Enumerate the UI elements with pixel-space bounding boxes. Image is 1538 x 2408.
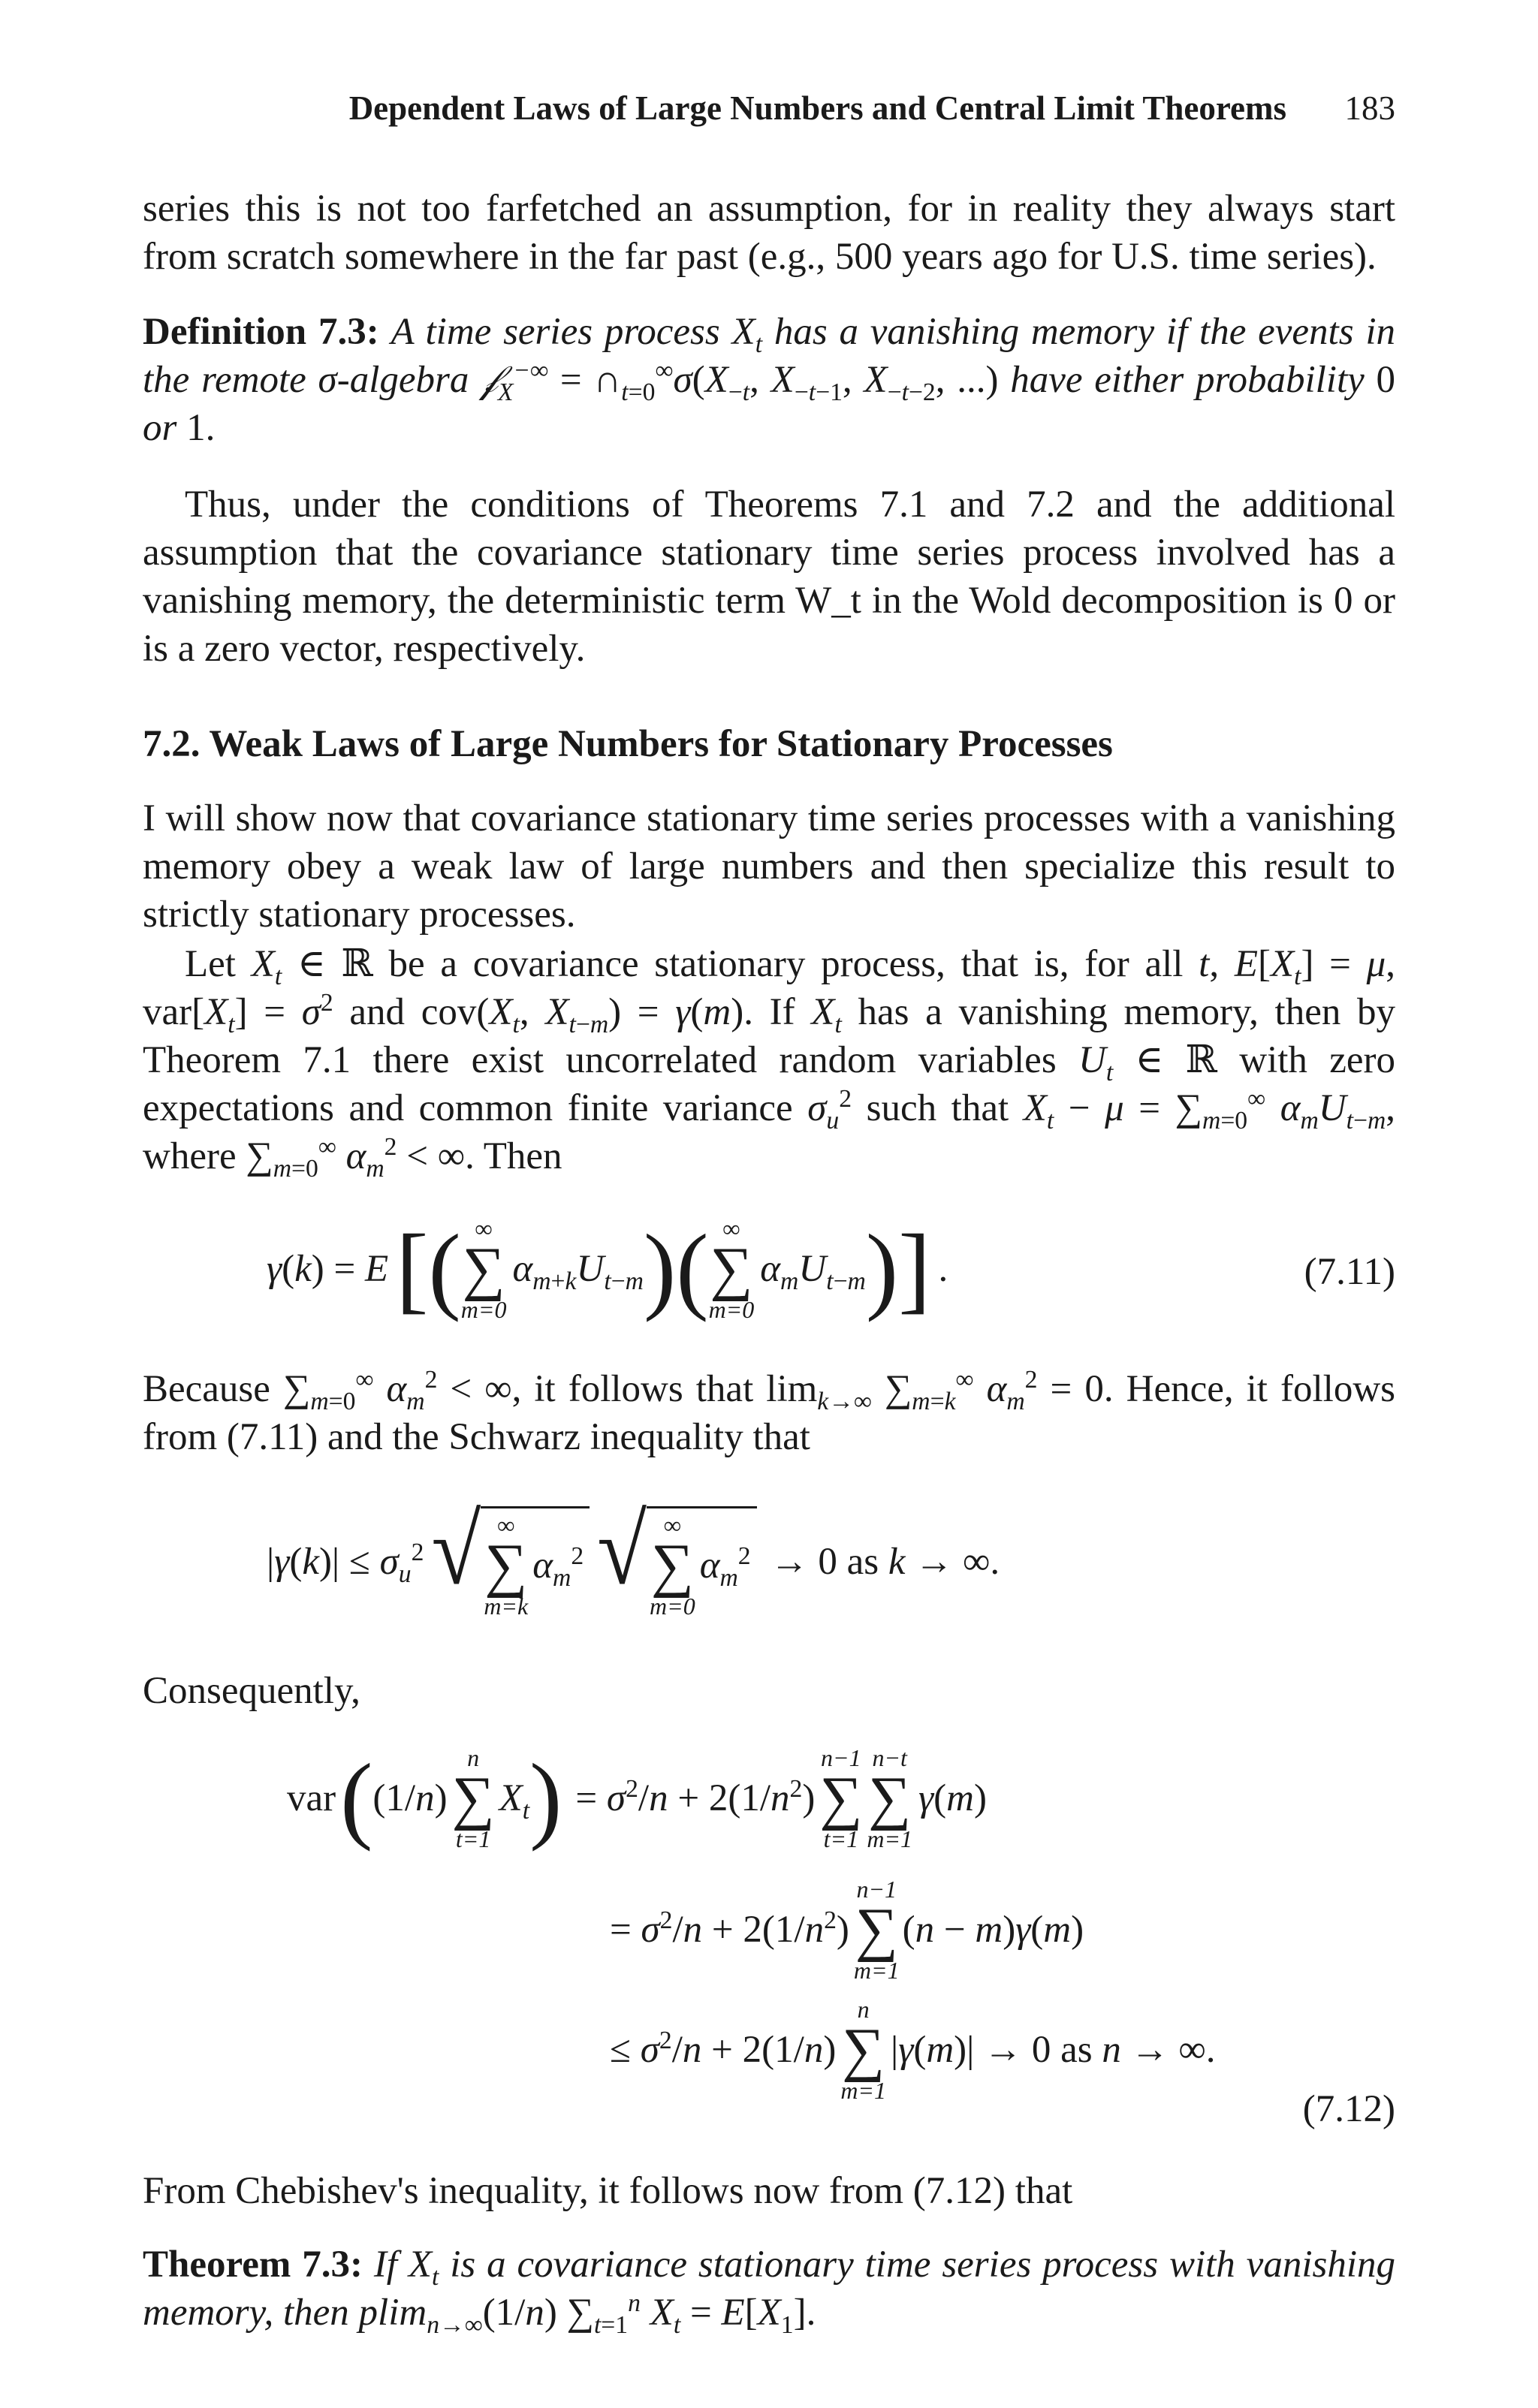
equation-schwarz-bound: $|\gamma(k)| \le \sigma_u^2$ √ ∞ ∑ m=k $\alpha_m^2$ √ ∞ ∑ m=0 $\alpha_m^2$ → 0 as k → ∞. [267, 1494, 1000, 1620]
intro-paragraph [143, 185, 1395, 281]
running-title: Dependent Laws of Large Numbers and Central Limit Theorems [348, 89, 1286, 127]
running-header [143, 89, 1395, 134]
let-p2: be a covariance stationary process, that is, for all [388, 943, 1184, 985]
equation-7-11: γ(k) = E [ ( ∞ ∑ m=0 $\alpha_{m+k}U_{t-m}$ ) ( ∞ ∑ m=0 $\alpha_mU_{t-m}$ ) ] . [267, 1215, 948, 1323]
theorem-text-1: If [373, 2244, 397, 2286]
let-p6: with zero expectations and common finite variance [143, 1039, 1396, 1129]
let-p1: Let [185, 943, 236, 985]
as-text-1: as [846, 1541, 879, 1583]
equation-number-7-11: (7.11) [1304, 1251, 1395, 1293]
equation-7-12-line-3: ≤ $\sigma^2/n + 2(1/n)$ n ∑ m=1 |γ(m)| → 0 as n → ∞. [610, 1996, 1216, 2104]
intro-paragraph-text: series this is not too farfetched an assumption, for in reality they always start from scratch somewhere in the far past (e.g., 500 years ago for U.S. time series). [143, 188, 1395, 278]
let-p3: and [349, 991, 406, 1033]
theorem-label: Theorem 7.3: [143, 2244, 363, 2286]
page-number: 183 [1344, 89, 1395, 127]
because-p3: . Hence, it follows from (7.11) and the Schwarz inequality that [143, 1368, 1395, 1458]
let-p7: such that [866, 1087, 1009, 1129]
theorem-text-2: is a covariance stationary time series process with vanishing memory, then [143, 2244, 1396, 2334]
definition-7-3: Definition 7.3: A time series process $X_t$ has a vanishing memory if the events in the remote σ-algebra 𝒻$_X$−∞ = $\cap_{t=0}^\infty\sigma(X_{-t}$, $X_{-t-1}$, $X_{-t-2}$, ...) have either probability 0 or 1. [143, 311, 1396, 449]
let-p8: , where [143, 1087, 1396, 1177]
section-heading: 7.2. Weak Laws of Large Numbers for Stationary Processes [143, 723, 1113, 765]
definition-label: Definition 7.3: [143, 311, 379, 353]
section-intro-text: I will show now that covariance stationary time series processes with a vanishing memory obey a weak law of large numbers and then specialize this result to strictly stationary processes. [143, 797, 1395, 936]
section-intro [143, 794, 1395, 939]
let-p5: has a vanishing memory, then by Theorem 7.1 there exist uncorrelated random variables [143, 991, 1396, 1081]
as-text-2: as [1060, 2029, 1093, 2071]
let-p4: . If [743, 991, 795, 1033]
equation-number-7-12: (7.12) [1302, 2088, 1395, 2130]
consequently-text: Consequently, [143, 1670, 360, 1712]
chebishev-paragraph: From Chebishev's inequality, it follows now from (7.12) that [143, 2170, 1073, 2212]
because-p2: , it follows that [511, 1368, 754, 1410]
thus-paragraph [143, 481, 1395, 673]
definition-text-2: has a vanishing memory if the events in the remote σ-algebra [143, 311, 1395, 401]
equation-7-12-line-2: = $\sigma^2/n + 2(1/n^2)$ n−1 ∑ m=1 (n − m)γ(m) [610, 1876, 1084, 1984]
definition-text-1: A time series process [391, 311, 720, 353]
definition-text-4: or [143, 407, 177, 449]
because-paragraph: Because $\sum_{m=0}^\infty$ $\alpha_m^2$ < ∞, it follows that $\lim_{k\to\infty} \sum_{m=k}^\infty$ $\alpha_m^2 = 0$. Hence, it follows from (7.11) and the Schwarz inequality that [143, 1366, 1395, 1458]
theorem-7-3: Theorem 7.3: If $X_t$ is a covariance stationary time series process with vanishing memory, then plim$_{n\to\infty}$(1/n) $\sum_{t=1}^n$ $X_t = E[X_1]$. [143, 2244, 1396, 2340]
thus-paragraph-text: Thus, under the conditions of Theorems 7.1 and 7.2 and the additional assumption that the covariance stationary time series process involved has a vanishing memory, the deterministic term W_t in the Wold decomposition is 0 or is a zero vector, respectively. [143, 484, 1395, 670]
let-paragraph: Let $X_t$ ∈ ℝ be a covariance stationary process, that is, for all t, $E[X_t] = \mu$, $var[X_t] = \sigma^2$ and $cov(X_t$, $X_{t-m}) = \gamma(m)$. If $X_t$ has a vanishing memory, then by Theorem 7.1 there exist uncorrelated random variables $U_t$ ∈ ℝ with zero expectations and common finite variance $\sigma_u^2$ such that $X_t - \mu = \sum_{m=0}^\infty$ $\alpha_mU_{t-m}$, where $\sum_{m=0}^\infty$ $\alpha_m^2$ < ∞. Then [143, 943, 1396, 1183]
var-label: var [287, 1777, 336, 1819]
let-p9: . Then [465, 1135, 562, 1177]
because-p1: Because [143, 1368, 270, 1410]
equation-7-12-line-1: var ( (1/n) n ∑ t=1 $X_t$ ) = $\sigma^2/n + 2(1/n^2)$ n−1 ∑ t=1 n−t ∑ m=1 γ(m) [287, 1744, 987, 1852]
definition-text-3: have either probability [1010, 359, 1365, 401]
